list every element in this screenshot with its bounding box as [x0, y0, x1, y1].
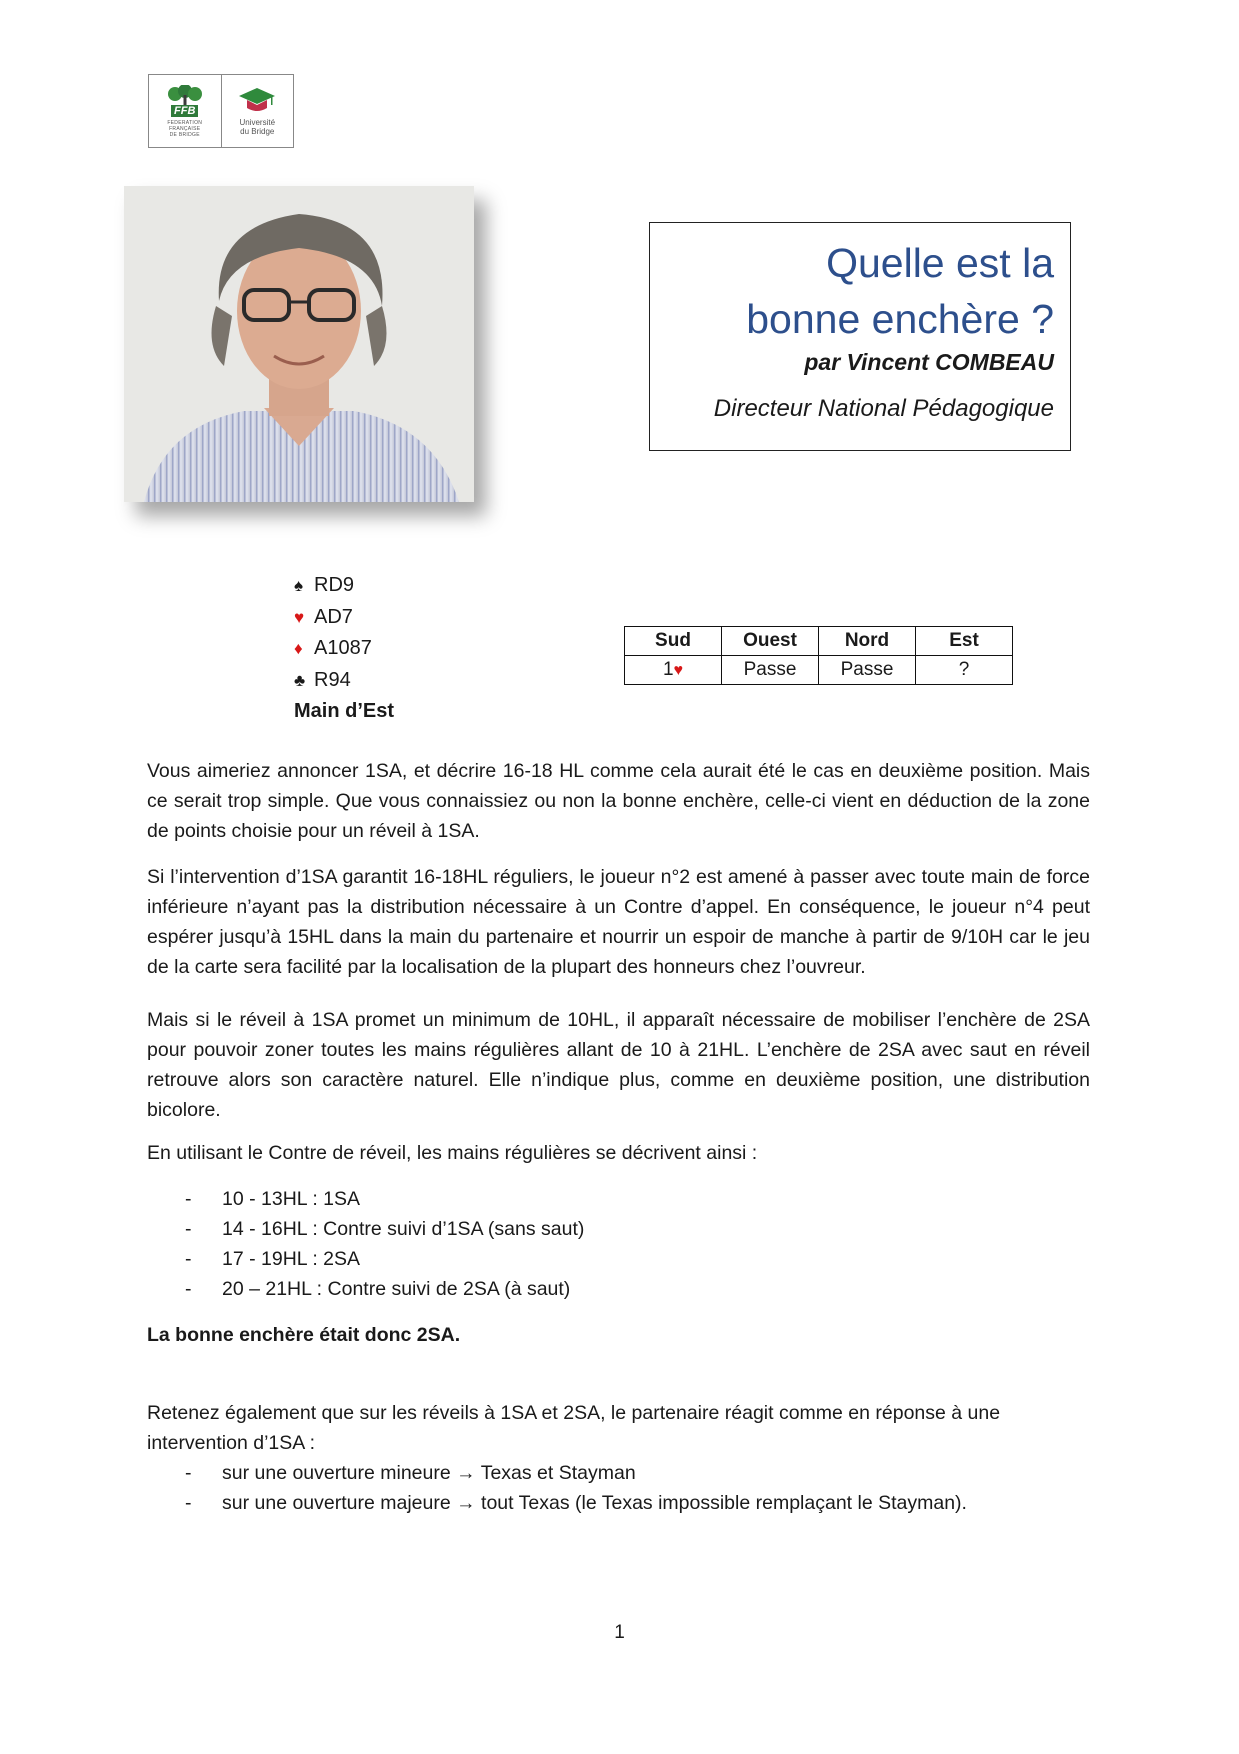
- hearts-cards: AD7: [314, 605, 353, 628]
- conclusion: La bonne enchère était donc 2SA.: [147, 1324, 461, 1346]
- heart-icon: ♥: [294, 607, 305, 627]
- ffb-acronym: FFB: [171, 105, 198, 117]
- bid-nord: Passe: [819, 656, 916, 685]
- response-list: [147, 1458, 1090, 1518]
- ffb-logo-left: [149, 75, 221, 147]
- ub-text-2: du Bridge: [240, 127, 275, 136]
- hand-ranges-list: [147, 1184, 1090, 1304]
- bid-ouest: Passe: [722, 656, 819, 685]
- paragraph-2: Si l’intervention d’1SA garantit 16-18HL réguliers, le joueur n°2 est amené à passer avec toute main de force inférieure n’ayant pas la distribution nécessaire à un Contre d’appel. En conséquence, le joueur n°4 peut espérer jusqu’à 15HL dans la main du partenaire et nourrir un espoir de manche à partir de 9/10H car le jeu de la carte sera facilité par la localisation de la plupart des honneurs chez l’ouvreur.: [147, 866, 1090, 978]
- ub-text-1: Université: [239, 118, 276, 127]
- header-sud: Sud: [625, 627, 722, 656]
- club-icon: ♣: [294, 670, 306, 690]
- title-box: [649, 222, 1071, 451]
- header-nord: Nord: [819, 627, 916, 656]
- bid-sud: [625, 656, 722, 685]
- paragraph-3: Mais si le réveil à 1SA promet un minimum de 10HL, il apparaît nécessaire de mobiliser l’enchère de 2SA pour pouvoir zoner toutes les mains régulières allant de 10 à 21HL. L’enchère de 2SA avec saut en réveil retrouve alors son caractère naturel. Elle n’indique plus, comme en deuxième position, une distribution bicolore.: [147, 1009, 1090, 1121]
- author-role: Directeur National Pédagogique: [713, 395, 1054, 422]
- ffb-full-1: FEDERATION: [167, 119, 203, 126]
- ub-logo: [221, 75, 294, 147]
- bid-sud-level: 1: [662, 659, 674, 680]
- list-item: - 14 - 16HL : Contre suivi d’1SA (sans saut): [147, 1214, 1090, 1244]
- page-number: 1: [614, 1622, 625, 1643]
- spades-row: [294, 570, 394, 602]
- ffb-full-3: DE BRIDGE: [169, 131, 200, 138]
- ffb-logo: [148, 74, 294, 148]
- list-item: - sur une ouverture mineure → Texas et Stayman: [147, 1458, 1090, 1488]
- header-est: Est: [916, 627, 1013, 656]
- tree-icon: [165, 85, 205, 107]
- clubs-cards: R94: [314, 668, 351, 691]
- header-ouest: Ouest: [722, 627, 819, 656]
- paragraph-4: En utilisant le Contre de réveil, les mains régulières se décrivent ainsi :: [147, 1142, 758, 1164]
- east-hand: [294, 570, 394, 728]
- author-name: par Vincent COMBEAU: [804, 349, 1054, 375]
- clubs-row: [294, 665, 394, 697]
- title-line-2: bonne enchère ?: [746, 296, 1054, 342]
- list-item: - 10 - 13HL : 1SA: [147, 1184, 1090, 1214]
- paragraph-1: Vous aimeriez annoncer 1SA, et décrire 16-18 HL comme cela aurait été le cas en deuxième position. Mais ce serait trop simple. Que vous connaissiez ou non la bonne enchère, celle-ci vient en déduction de la zone de points choisie pour un réveil à 1SA.: [147, 760, 1090, 842]
- bidding-row: [625, 656, 1013, 685]
- portrait-image: [124, 186, 474, 502]
- diamonds-cards: A1087: [314, 637, 372, 659]
- graduation-cap-icon: [237, 86, 277, 116]
- hand-label: Main d’Est: [294, 700, 395, 722]
- title-line-1: Quelle est la: [826, 240, 1054, 286]
- author-photo: [124, 186, 474, 502]
- ffb-full-2: FRANÇAISE: [169, 125, 201, 132]
- heart-icon: ♥: [673, 662, 684, 679]
- paragraph-5: Retenez également que sur les réveils à 1SA et 2SA, le partenaire réagit comme en réponse à une intervention d’1SA :: [147, 1402, 1001, 1454]
- diamond-icon: ♦: [294, 639, 303, 658]
- list-item: - 20 – 21HL : Contre suivi de 2SA (à saut): [147, 1274, 1090, 1304]
- spades-cards: RD9: [314, 574, 355, 596]
- list-item: - 17 - 19HL : 2SA: [147, 1244, 1090, 1274]
- diamonds-row: [294, 633, 394, 665]
- hearts-row: [294, 602, 394, 634]
- bidding-header-row: [625, 627, 1013, 656]
- bid-est: ?: [916, 656, 1013, 685]
- bidding-table: [624, 626, 1013, 685]
- spade-icon: ♠: [294, 576, 304, 595]
- list-item: - sur une ouverture majeure → tout Texas (le Texas impossible remplaçant le Stayman).: [147, 1488, 1090, 1518]
